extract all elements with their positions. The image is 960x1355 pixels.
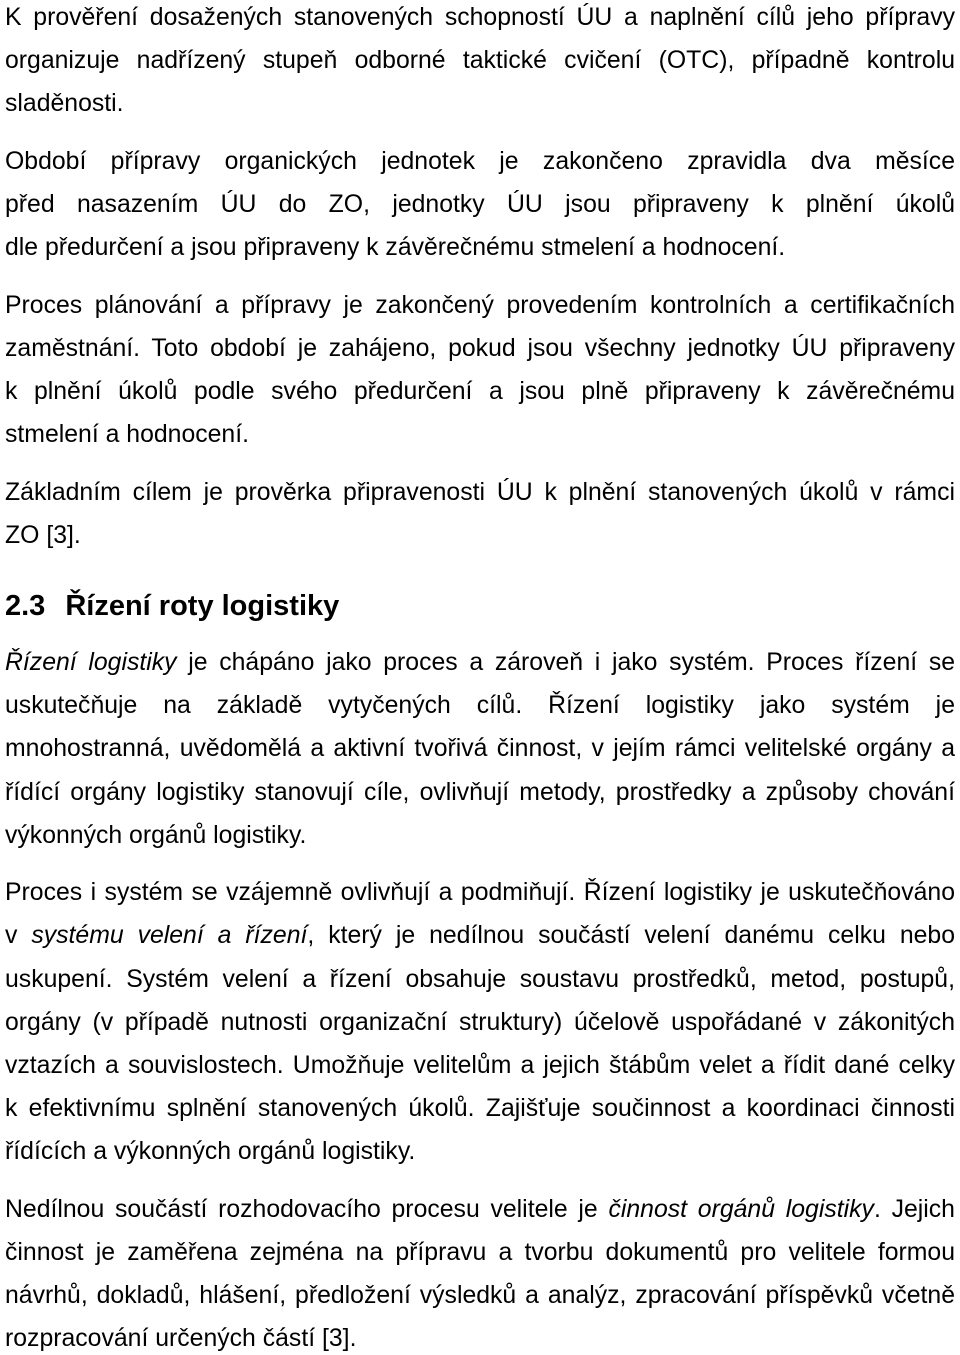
text-line: řídících a výkonných orgánů logistiky. (5, 1138, 416, 1166)
text-line (5, 922, 955, 950)
text-line: výkonných orgánů logistiky. (5, 821, 307, 849)
text-line: K prověření dosažených stanovených schopností ÚU a naplnění cílů jeho přípravy (5, 4, 955, 31)
text-line (5, 1196, 955, 1224)
text-line: vztazích a souvislostech. Umožňuje velitelům a jejich štábům velet a řídit dané celky (5, 1052, 955, 1079)
text-line: stmelení a hodnocení. (5, 421, 249, 449)
text-segment: Nedílnou součástí rozhodovacího procesu velitele je (5, 1195, 609, 1223)
text-line: Proces plánování a přípravy je zakončený provedením kontrolních a certifikačních (5, 291, 955, 319)
text-line: Základním cílem je prověrka připravenosti ÚU k plnění stanovených úkolů v rámci (5, 478, 955, 506)
text-line: Proces i systém se vzájemně ovlivňují a podmiňují. Řízení logistiky je uskutečňováno (5, 879, 955, 907)
text-line: rozpracování určených částí [3]. (5, 1325, 357, 1353)
text-line: před nasazením ÚU do ZO, jednotky ÚU jsou připraveny k plnění úkolů (5, 191, 955, 219)
document-page (5, 4, 955, 1353)
paragraph (5, 1196, 955, 1354)
text-line: zaměstnání. Toto období je zahájeno, pokud jsou všechny jednotky ÚU připraveny (5, 334, 955, 362)
section-heading (5, 589, 955, 623)
text-segment: , který je nedílnou součástí velení danému celku nebo (307, 922, 955, 950)
text-line: uskupení. Systém velení a řízení obsahuje soustavu prostředků, metod, postupů, (5, 965, 955, 993)
text-line: Období přípravy organických jednotek je zakončeno zpravidla dva měsíce (5, 147, 955, 175)
text-line: řídící orgány logistiky stanovují cíle, ovlivňují metody, prostředky a způsoby chování (5, 778, 955, 806)
emphasized-term: systému velení a řízení (31, 922, 308, 950)
emphasized-term: činnost orgánů logistiky (608, 1195, 874, 1223)
paragraph (5, 649, 955, 850)
text-segment: . Jejich (873, 1195, 955, 1223)
section-number: 2.3 (5, 590, 46, 622)
paragraph (5, 879, 955, 1166)
text-line (5, 649, 955, 677)
text-line: k efektivnímu splnění stanovených úkolů. Zajišťuje součinnost a koordinaci činnosti (5, 1095, 955, 1123)
emphasized-term: Řízení logistiky (5, 649, 177, 676)
text-line: dle předurčení a jsou připraveny k závěrečnému stmelení a hodnocení. (5, 234, 786, 262)
paragraph (5, 148, 955, 262)
text-line: sladěnosti. (5, 90, 124, 118)
text-line: mnohostranná, uvědomělá a aktivní tvořivá činnost, v jejím rámci velitelské orgány a (5, 735, 955, 763)
text-line: organizuje nadřízený stupeň odborné taktické cvičení (OTC), případně kontrolu (5, 47, 955, 75)
text-line: činnost je zaměřena zejména na přípravu a tvorbu dokumentů pro velitele formou (5, 1239, 955, 1267)
section-title: Řízení roty logistiky (65, 590, 340, 622)
paragraph (5, 4, 955, 118)
text-line: uskutečňuje na základě vytyčených cílů. Řízení logistiky jako systém je (5, 692, 955, 720)
text-line: návrhů, dokladů, hlášení, předložení výsledků a analýz, zpracování příspěvků včetně (5, 1282, 955, 1310)
text-segment: v (5, 922, 32, 950)
text-line: ZO [3]. (5, 522, 81, 549)
text-line: k plnění úkolů podle svého předurčení a jsou plně připraveny k závěrečnému (5, 378, 955, 406)
paragraph (5, 479, 955, 550)
text-line: orgány (v případě nutnosti organizační struktury) účelově uspořádané v zákonitých (5, 1008, 955, 1036)
text-segment: je chápáno jako proces a zároveň i jako systém. Proces řízení se (176, 649, 956, 676)
paragraph (5, 292, 955, 450)
